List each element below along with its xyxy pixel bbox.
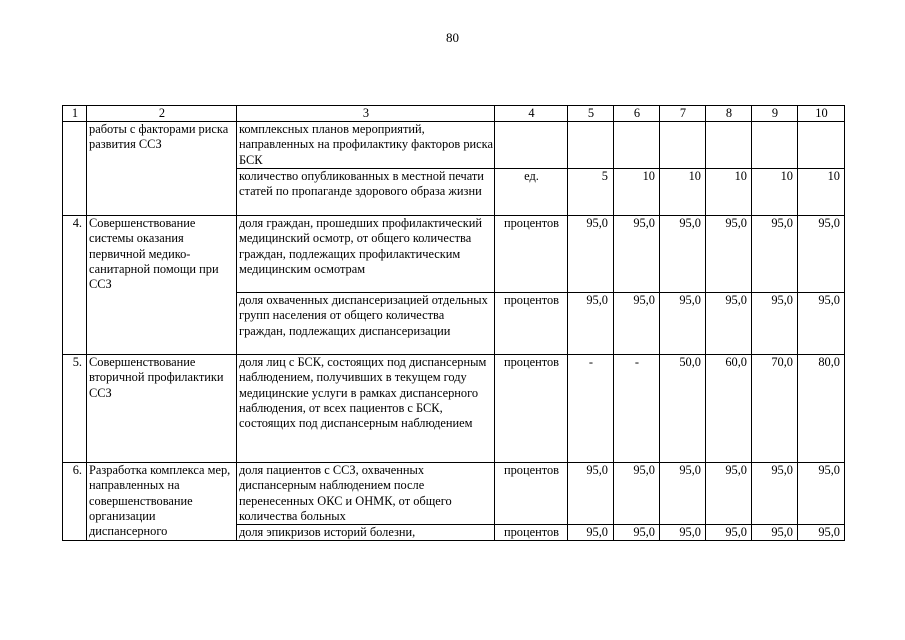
task-cell: Разработка комплекса мер, направленных на совершенствование организации диспансерного <box>87 463 237 541</box>
value-cell: - <box>614 355 660 463</box>
task-cell: Совершенствование системы оказания первичной медико-санитарной помощи при ССЗ <box>87 216 237 355</box>
page-number: 80 <box>446 30 459 45</box>
indicator-cell: доля граждан, прошедших профилактический медицинский осмотр, от общего количества граждан, подлежащих профилактическим медицинским осмотрам <box>237 216 495 293</box>
value-cell: 95,0 <box>660 293 706 355</box>
value-cell: 95,0 <box>660 525 706 541</box>
value-cell: 10 <box>752 169 798 216</box>
value-cell: 50,0 <box>660 355 706 463</box>
table-row <box>63 122 845 169</box>
value-cell: 95,0 <box>660 463 706 525</box>
value-cell: 95,0 <box>752 463 798 525</box>
header-cell: 9 <box>752 106 798 122</box>
indicator-cell: количество опубликованных в местной печати статей по пропаганде здорового образа жизни <box>237 169 495 216</box>
unit-cell: процентов <box>495 216 568 293</box>
value-cell: 95,0 <box>706 216 752 293</box>
value-cell <box>660 122 706 169</box>
header-cell: 6 <box>614 106 660 122</box>
value-cell: 70,0 <box>752 355 798 463</box>
table-row <box>63 463 845 525</box>
value-cell: 95,0 <box>798 293 845 355</box>
header-cell: 10 <box>798 106 845 122</box>
header-cell: 7 <box>660 106 706 122</box>
value-cell <box>568 122 614 169</box>
header-cell: 4 <box>495 106 568 122</box>
value-cell: 10 <box>660 169 706 216</box>
value-cell: 95,0 <box>706 525 752 541</box>
value-cell: 95,0 <box>706 463 752 525</box>
value-cell: 95,0 <box>614 293 660 355</box>
indicators-table <box>62 105 845 541</box>
unit-cell: процентов <box>495 355 568 463</box>
task-cell: Совершенствование вторичной профилактики ССЗ <box>87 355 237 463</box>
indicator-cell: доля лиц с БСК, состоящих под диспансерным наблюдением, получивших в текущем году медицинские услуги в рамках диспансерного наблюдения, от всех пациентов с БСК, состоящих под диспансерным наблюдением <box>237 355 495 463</box>
indicator-cell: доля эпикризов историй болезни, <box>237 525 495 541</box>
value-cell: 10 <box>798 169 845 216</box>
value-cell: 95,0 <box>568 525 614 541</box>
value-cell: 95,0 <box>614 525 660 541</box>
value-cell: 95,0 <box>798 463 845 525</box>
unit-cell: процентов <box>495 525 568 541</box>
value-cell: 95,0 <box>660 216 706 293</box>
header-cell: 5 <box>568 106 614 122</box>
header-cell: 3 <box>237 106 495 122</box>
value-cell: 95,0 <box>706 293 752 355</box>
unit-cell <box>495 122 568 169</box>
value-cell: 10 <box>614 169 660 216</box>
header-cell: 2 <box>87 106 237 122</box>
value-cell: 95,0 <box>568 216 614 293</box>
value-cell <box>614 122 660 169</box>
value-cell: 10 <box>706 169 752 216</box>
row-number-cell: 6. <box>63 463 87 541</box>
value-cell: 60,0 <box>706 355 752 463</box>
value-cell: 5 <box>568 169 614 216</box>
value-cell: 95,0 <box>568 293 614 355</box>
value-cell: 95,0 <box>568 463 614 525</box>
header-cell: 8 <box>706 106 752 122</box>
header-cell: 1 <box>63 106 87 122</box>
unit-cell: процентов <box>495 463 568 525</box>
value-cell: 95,0 <box>798 216 845 293</box>
table-header-row <box>63 106 845 122</box>
unit-cell: ед. <box>495 169 568 216</box>
value-cell <box>706 122 752 169</box>
indicator-cell: доля пациентов с ССЗ, охваченных диспансерным наблюдением после перенесенных ОКС и ОНМК, от общего количества больных <box>237 463 495 525</box>
unit-cell: процентов <box>495 293 568 355</box>
value-cell: 95,0 <box>752 293 798 355</box>
value-cell <box>752 122 798 169</box>
value-cell: 95,0 <box>614 463 660 525</box>
row-number-cell <box>63 122 87 216</box>
value-cell: 95,0 <box>798 525 845 541</box>
value-cell: - <box>568 355 614 463</box>
indicator-cell: комплексных планов мероприятий, направленных на профилактику факторов риска БСК <box>237 122 495 169</box>
indicator-cell: доля охваченных диспансеризацией отдельных групп населения от общего количества граждан, подлежащих диспансеризации <box>237 293 495 355</box>
value-cell <box>798 122 845 169</box>
task-cell: работы с факторами риска развития ССЗ <box>87 122 237 216</box>
value-cell: 95,0 <box>614 216 660 293</box>
row-number-cell: 4. <box>63 216 87 355</box>
value-cell: 95,0 <box>752 216 798 293</box>
table-row <box>63 216 845 293</box>
value-cell: 95,0 <box>752 525 798 541</box>
table-row <box>63 355 845 463</box>
row-number-cell: 5. <box>63 355 87 463</box>
value-cell: 80,0 <box>798 355 845 463</box>
